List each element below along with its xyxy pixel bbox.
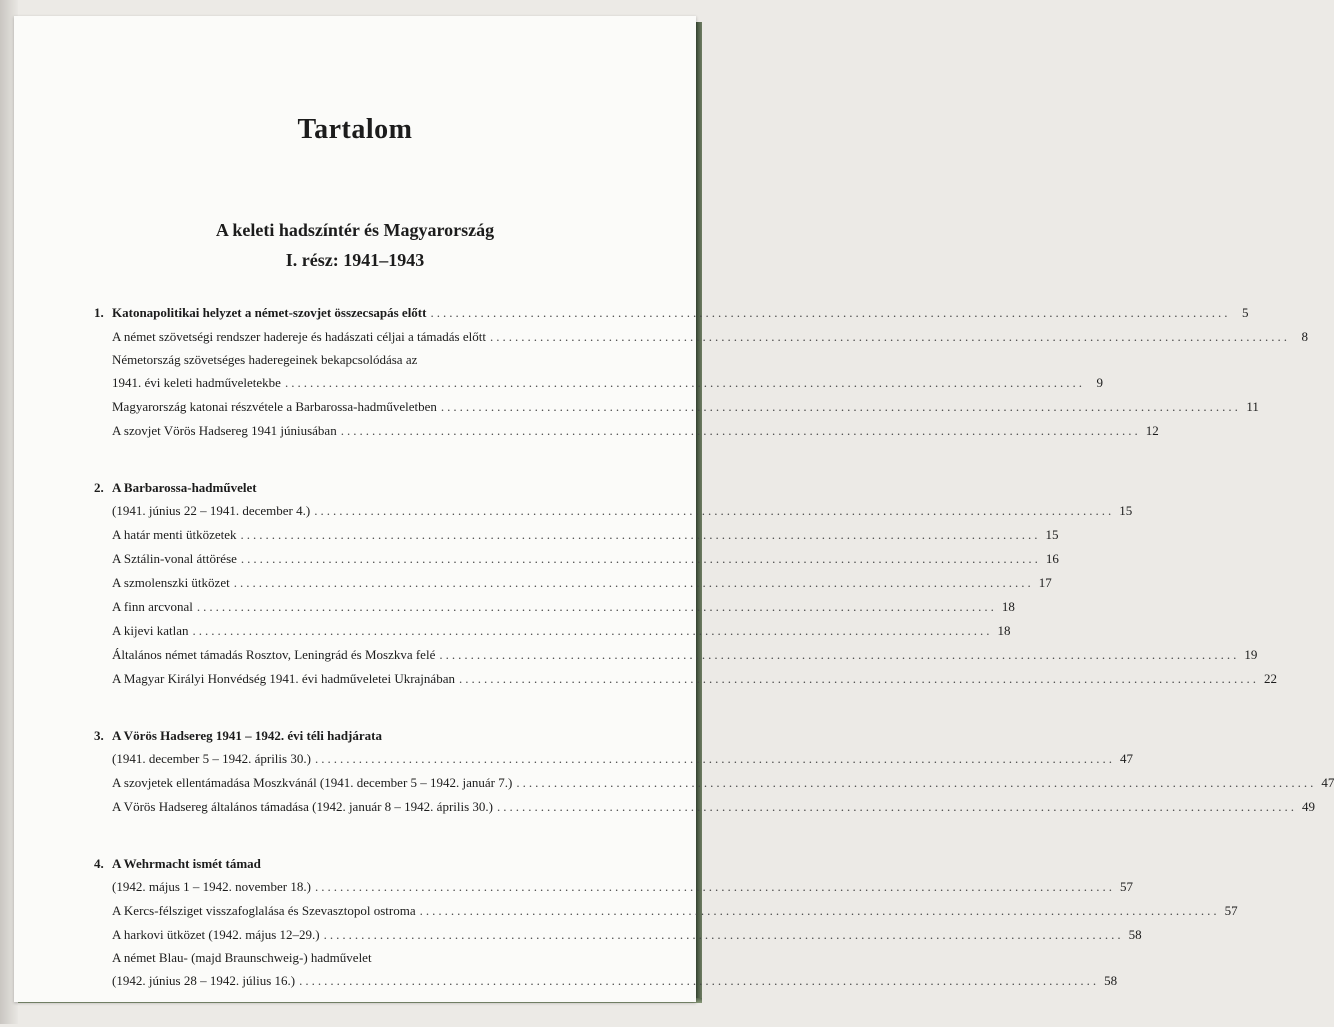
dot-leader: ................................................................................................................................ xyxy=(497,799,1297,814)
toc-entry-label xyxy=(112,667,455,691)
chapter-number: 4. xyxy=(94,856,104,871)
toc-entry-label xyxy=(94,301,426,325)
page-number: 58 xyxy=(1104,973,1118,988)
page-number: 49 xyxy=(1302,799,1315,814)
page-number: 15 xyxy=(1045,527,1059,542)
toc-section xyxy=(94,477,1277,691)
toc-entry xyxy=(94,771,1334,795)
page-number: 12 xyxy=(1145,423,1159,438)
dot-leader: ................................................................................................................................ xyxy=(192,623,993,638)
toc-entry xyxy=(94,619,1011,643)
toc-entry xyxy=(94,371,1103,395)
toc-entry-text: A kijevi katlan xyxy=(112,623,189,638)
dot-leader: ................................................................................................................................ xyxy=(314,879,1115,894)
page-number: 47 xyxy=(1119,751,1133,766)
chapter-title: A Barbarossa-hadművelet xyxy=(112,480,257,495)
chapter-number: 2. xyxy=(94,480,104,495)
page-number: 16 xyxy=(1045,551,1059,566)
book-page xyxy=(14,16,1334,1002)
toc-entry xyxy=(94,419,1159,443)
toc-entry-text: Magyarország katonai részvétele a Barbarossa-hadműveletben xyxy=(112,399,437,414)
toc-section xyxy=(94,853,1238,993)
toc-entry-text: A Sztálin-vonal áttörése xyxy=(112,551,237,566)
dot-leader: ................................................................................................................................ xyxy=(516,775,1317,790)
book-subtitle: A keleti hadszíntér és Magyarország xyxy=(215,220,495,240)
toc-entry xyxy=(94,643,1258,667)
dot-leader: ................................................................................................................................ xyxy=(299,973,1100,988)
toc-entry xyxy=(94,795,1315,819)
toc-entry-label xyxy=(112,595,193,619)
toc-entry-label xyxy=(112,619,189,643)
toc-entry-text: A szovjet Vörös Hadsereg 1941 júniusában xyxy=(112,423,337,438)
page-number: 9 xyxy=(1096,375,1103,390)
toc-entry xyxy=(94,301,1249,325)
dot-leader: ................................................................................................................................ xyxy=(240,527,1041,542)
dot-leader: ................................................................................................................................ xyxy=(340,423,1141,438)
toc-entry-label xyxy=(112,571,230,595)
dot-leader: ................................................................................................................................ xyxy=(439,647,1240,662)
page-number: 8 xyxy=(1301,329,1308,344)
dot-leader: ................................................................................................................................ xyxy=(240,551,1041,566)
toc-entry-label xyxy=(112,395,437,419)
toc-entry xyxy=(94,899,1238,923)
toc-entry-label xyxy=(112,547,237,571)
toc-entry-label xyxy=(112,325,486,349)
page-number: 22 xyxy=(1263,671,1277,686)
toc-entry-label xyxy=(112,923,320,947)
toc-entry-label xyxy=(112,747,311,771)
toc-entry-label xyxy=(112,875,311,899)
toc-entry-first-line: A német Blau- (majd Braunschweig-) hadművelet xyxy=(112,950,372,965)
toc-entry-label xyxy=(112,969,295,993)
table-of-contents xyxy=(94,301,1334,1027)
dot-leader: ................................................................................................................................ xyxy=(430,305,1231,320)
page-title: Tartalom xyxy=(297,114,413,145)
dot-leader: ................................................................................................................................ xyxy=(419,903,1220,918)
toc-entry-text: A Kercs-félsziget visszafoglalása és Szevasztopol ostroma xyxy=(112,903,416,918)
toc-entry-text: A finn arcvonal xyxy=(112,599,193,614)
dot-leader: ................................................................................................................................ xyxy=(489,329,1290,344)
toc-entry xyxy=(94,667,1277,691)
dot-leader: ................................................................................................................................ xyxy=(284,375,1085,390)
dot-leader: ................................................................................................................................ xyxy=(314,503,1115,518)
dot-leader: ................................................................................................................................ xyxy=(196,599,997,614)
toc-entry-text: A Magyar Királyi Honvédség 1941. évi hadműveletei Ukrajnában xyxy=(112,671,455,686)
toc-entry xyxy=(94,969,1118,993)
chapter-heading xyxy=(94,725,634,747)
page-number: 15 xyxy=(1119,503,1133,518)
chapter-heading xyxy=(94,477,634,499)
toc-section xyxy=(94,301,1308,443)
toc-entry xyxy=(94,923,1142,947)
toc-entry-text: (1941. június 22 – 1941. december 4.) xyxy=(112,503,311,518)
page-number: 18 xyxy=(997,623,1011,638)
toc-entry xyxy=(94,523,1059,547)
page-number: 47 xyxy=(1321,775,1334,790)
toc-entry-first-line: Németország szövetséges haderegeinek bekapcsolódása az xyxy=(112,352,418,367)
page-number: 5 xyxy=(1241,305,1249,320)
toc-entry-label xyxy=(112,419,337,443)
dot-leader: ................................................................................................................................ xyxy=(233,575,1034,590)
toc-entry-text: A határ menti ütközetek xyxy=(112,527,237,542)
toc-entry-text: (1942. június 28 – 1942. július 16.) xyxy=(112,973,296,988)
toc-entry xyxy=(94,395,1259,419)
toc-entry-text: (1942. május 1 – 1942. november 18.) xyxy=(112,879,311,894)
toc-entry-text: 1941. évi keleti hadműveletekbe xyxy=(112,375,281,390)
page-number: 19 xyxy=(1244,647,1258,662)
dot-leader: ................................................................................................................................ xyxy=(458,671,1259,686)
toc-entry xyxy=(94,875,1133,899)
toc-entry xyxy=(94,325,1308,349)
toc-entry-label xyxy=(112,523,237,547)
page-number: 58 xyxy=(1128,927,1142,942)
toc-entry-label xyxy=(112,771,512,795)
toc-entry-label xyxy=(112,499,310,523)
toc-entry-text: Általános német támadás Rosztov, Leningrád és Moszkva felé xyxy=(112,647,436,662)
dot-leader: ................................................................................................................................ xyxy=(323,927,1124,942)
chapter-heading xyxy=(94,853,634,875)
page-number: 57 xyxy=(1224,903,1238,918)
toc-entry-text: Katonapolitikai helyzet a német-szovjet összecsapás előtt xyxy=(112,305,427,320)
toc-entry-label xyxy=(112,643,435,667)
toc-entry-label xyxy=(112,371,281,395)
chapter-title: A Wehrmacht ismét támad xyxy=(112,856,261,871)
dot-leader: ................................................................................................................................ xyxy=(314,751,1115,766)
page-number: 18 xyxy=(1001,599,1015,614)
toc-entry-text: A harkovi ütközet (1942. május 12–29.) xyxy=(112,927,320,942)
toc-entry-label xyxy=(112,899,416,923)
toc-entry xyxy=(94,499,1133,523)
part-subtitle: I. rész: 1941–1943 xyxy=(285,250,425,270)
page-number: 11 xyxy=(1246,399,1259,414)
toc-entry-text: A szmolenszki ütközet xyxy=(112,575,230,590)
chapter-number: 3. xyxy=(94,728,104,743)
toc-entry-text: A német szövetségi rendszer hadereje és hadászati céljai a támadás előtt xyxy=(112,329,486,344)
toc-entry xyxy=(94,571,1052,595)
toc-entry xyxy=(94,547,1059,571)
toc-entry xyxy=(94,595,1015,619)
toc-section xyxy=(94,725,1334,819)
chapter-number: 1. xyxy=(94,305,104,320)
page-number: 57 xyxy=(1119,879,1133,894)
toc-entry-text: (1941. december 5 – 1942. április 30.) xyxy=(112,751,311,766)
toc-entry-label xyxy=(112,795,493,819)
toc-entry-text: A Vörös Hadsereg általános támadása (1942. január 8 – 1942. április 30.) xyxy=(112,799,493,814)
chapter-title: A Vörös Hadsereg 1941 – 1942. évi téli hadjárata xyxy=(112,728,382,743)
dot-leader: ................................................................................................................................ xyxy=(440,399,1241,414)
toc-entry xyxy=(94,747,1133,771)
page-number: 17 xyxy=(1038,575,1052,590)
toc-entry-text: A szovjetek ellentámadása Moszkvánál (1941. december 5 – 1942. január 7.) xyxy=(112,775,513,790)
